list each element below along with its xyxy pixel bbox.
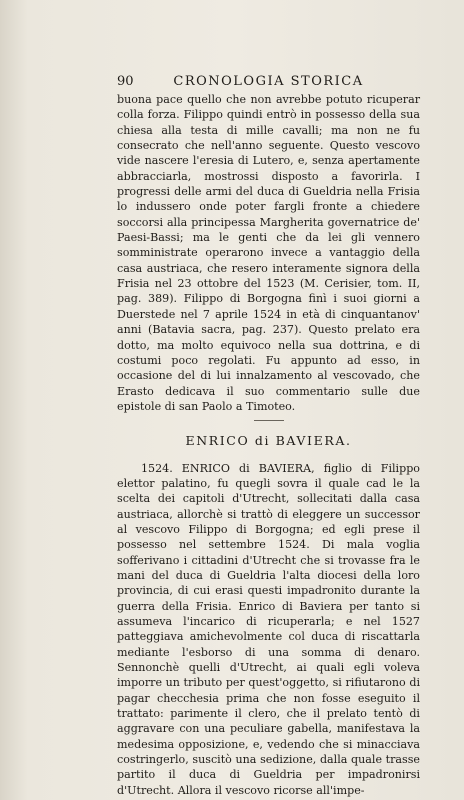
page-number: 90: [117, 74, 134, 89]
paragraph-entry: 1524. ENRICO di BAVIERA, figlio di Filippo elettor palatino, fu quegli sovra il quale cad le la scelta dei capitoli d'Utrecht, sollecitati dalla casa austriaca, allorchè si trattò di eleggere un successor al vescovo Filippo di Borgogna; ed egli prese il possesso nel settembre 1524. Di mala voglia sofferivano i cittadini d'Utrecht che si trovasse fra le mani del duca di Gueldria l'alta diocesi della loro provincia, di cui erasi questi impadronito durante la guerra della Frisia. Enrico di Baviera per tanto si assumeva l'incarico di ricuperarla; e nel 1527 patteggiava amichevolmente col duca di riscattarla mediante l'esborso di una somma di denaro. Sennonchè quelli d'Utrecht, ai quali egli voleva imporre un tributo per quest'oggetto, si rifiutarono di pagar checchesia prima che non fosse eseguito il trattato: parimente il clero, che il prelato tentò di aggravare con una peculiare gabella, manifestava la medesima opposizione, e, vedendo che si minacciava costringerlo, suscitò una sedizione, dalla quale trasse partito il duca di Gueldria per impadronirsi d'Utrecht. Allora il vescovo ricorse all'impe-: [117, 461, 420, 797]
section-title: ENRICO di BAVIERA.: [185, 433, 352, 449]
page-header: [117, 74, 420, 92]
running-title: CRONOLOGIA STORICA: [173, 74, 364, 89]
section-divider: [254, 420, 284, 421]
page-body: [117, 92, 420, 798]
paragraph-continued: buona pace quello che non avrebbe potuto ricuperar colla forza. Filippo quindi entrò in possesso della sua chiesa alla testa di mille cavalli; ma non ne fu consecrato che nell'anno seguente. Questo vescovo vide nascere l'eresia di Lutero, e, senza apertamente abbracciarla, mostrossi disposto a favorirla. I progressi delle armi del duca di Gueldria nella Frisia lo indussero onde poter fargli fronte a chiedere soccorsi alla principessa Margherita governatrice de' Paesi-Bassi; ma le genti che da lei gli vennero somministrate operarono invece a vantaggio della casa austriaca, che resero interamente signora della Frisia nel 23 ottobre del 1523 (M. Cerisier, tom. II, pag. 389). Filippo di Borgogna finì i suoi giorni a Duerstede nel 7 aprile 1524 in età di cinquantanov' anni (Batavia sacra, pag. 237). Questo prelato era dotto, ma molto equivoco nella sua dottrina, e di costumi poco regolati. Fu appunto ad esso, in occasione del di lui innalzamento al vescovado, che Erasto dedicava il suo commentario sulle due epistole di san Paolo a Timoteo.: [117, 93, 420, 413]
